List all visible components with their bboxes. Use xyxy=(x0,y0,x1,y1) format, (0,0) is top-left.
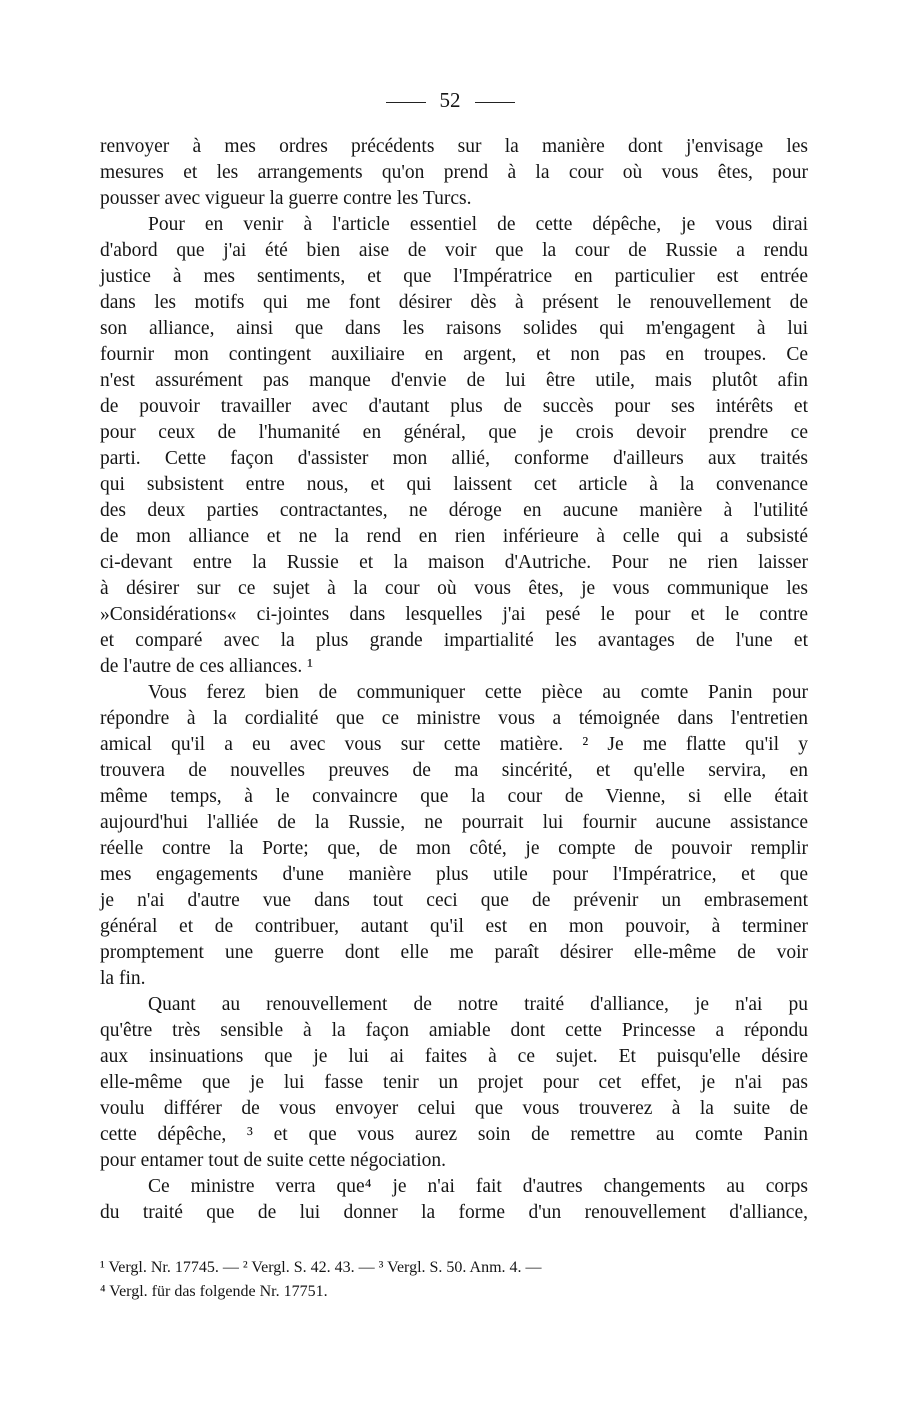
text-line: pousser avec vigueur la guerre contre les Turcs. xyxy=(100,188,472,209)
text-line: justice à mes sentiments, et que l'Impératrice en particulier est entrée xyxy=(100,266,808,287)
right-dash xyxy=(475,102,515,103)
text-line: réelle contre la Porte; que, de mon côté, je compte de pouvoir remplir xyxy=(100,838,808,859)
text-line: qui subsistent entre nous, et qui laissent cet article à la convenance xyxy=(100,474,808,495)
body-text xyxy=(100,134,808,1226)
page-number-header xyxy=(0,86,900,114)
text-line: de mon alliance et ne la rend en rien inférieure à celle qui a subsisté xyxy=(100,526,808,547)
text-line: son alliance, ainsi que dans les raisons solides qui m'engagent à lui xyxy=(100,318,808,339)
text-line: Pour en venir à l'article essentiel de cette dépêche, je vous dirai xyxy=(148,214,808,235)
text-line: renvoyer à mes ordres précédents sur la manière dont j'envisage les xyxy=(100,136,808,157)
footnote-line: ¹ Vergl. Nr. 17745. — ² Vergl. S. 42. 43. — ³ Vergl. S. 50. Anm. 4. — xyxy=(100,1259,542,1276)
text-line: aujourd'hui l'alliée de la Russie, ne pourrait lui fournir aucune assistance xyxy=(100,812,808,833)
text-line: d'abord que j'ai été bien aise de voir que la cour de Russie a rendu xyxy=(100,240,808,261)
text-line: mes engagements d'une manière plus utile pour l'Impératrice, et que xyxy=(100,864,808,885)
footnotes xyxy=(100,1256,812,1304)
text-line: voulu différer de vous envoyer celui que vous trouverez à la suite de xyxy=(100,1098,808,1119)
left-dash xyxy=(386,102,426,103)
text-line: et comparé avec la plus grande impartialité les avantages de l'une et xyxy=(100,630,808,651)
text-line: dans les motifs qui me font désirer dès à présent le renouvellement de xyxy=(100,292,808,313)
text-line: Ce ministre verra que⁴ je n'ai fait d'autres changements au corps xyxy=(148,1176,808,1197)
text-line: promptement une guerre dont elle me paraît désirer elle-même de voir xyxy=(100,942,808,963)
text-line: mesures et les arrangements qu'on prend à la cour où vous êtes, pour xyxy=(100,162,808,183)
text-line: qu'être très sensible à la façon amiable dont cette Princesse a répondu xyxy=(100,1020,808,1041)
text-line: du traité que de lui donner la forme d'un renouvellement d'alliance, xyxy=(100,1202,808,1223)
text-line: de l'autre de ces alliances. ¹ xyxy=(100,656,313,677)
text-line: n'est assurément pas manque d'envie de lui être utile, mais plutôt afin xyxy=(100,370,808,391)
text-line: parti. Cette façon d'assister mon allié, conforme d'ailleurs aux traités xyxy=(100,448,808,469)
text-line: répondre à la cordialité que ce ministre vous a témoignée dans l'entretien xyxy=(100,708,808,729)
text-line: »Considérations« ci-jointes dans lesquelles j'ai pesé le pour et le contre xyxy=(100,604,808,625)
text-line: la fin. xyxy=(100,968,146,989)
text-line: Vous ferez bien de communiquer cette pièce au comte Panin pour xyxy=(148,682,808,703)
footnote-line: ⁴ Vergl. für das folgende Nr. 17751. xyxy=(100,1283,328,1300)
text-line: elle-même que je lui fasse tenir un projet pour cet effet, je n'ai pas xyxy=(100,1072,808,1093)
text-line: général et de contribuer, autant qu'il est en mon pouvoir, à terminer xyxy=(100,916,808,937)
text-line: je n'ai d'autre vue dans tout ceci que de prévenir un embrasement xyxy=(100,890,808,911)
text-line: ci-devant entre la Russie et la maison d'Autriche. Pour ne rien laisser xyxy=(100,552,808,573)
text-line: même temps, à le convaincre que la cour de Vienne, si elle était xyxy=(100,786,808,807)
text-line: amical qu'il a eu avec vous sur cette matière. ² Je me flatte qu'il y xyxy=(100,734,808,755)
text-line: à désirer sur ce sujet à la cour où vous êtes, je vous communique les xyxy=(100,578,808,599)
text-line: des deux parties contractantes, ne déroge en aucune manière à l'utilité xyxy=(100,500,808,521)
text-line: de pouvoir travailler avec d'autant plus de succès pour ses intérêts et xyxy=(100,396,808,417)
text-line: trouvera de nouvelles preuves de ma sincérité, et qu'elle servira, en xyxy=(100,760,808,781)
text-line: cette dépêche, ³ et que vous aurez soin de remettre au comte Panin xyxy=(100,1124,808,1145)
page-number: 52 xyxy=(439,88,461,112)
text-line: Quant au renouvellement de notre traité d'alliance, je n'ai pu xyxy=(148,994,808,1015)
text-line: pour entamer tout de suite cette négociation. xyxy=(100,1150,447,1171)
text-line: aux insinuations que je lui ai faites à ce sujet. Et puisqu'elle désire xyxy=(100,1046,808,1067)
text-line: pour ceux de l'humanité en général, que je crois devoir prendre ce xyxy=(100,422,808,443)
text-line: fournir mon contingent auxiliaire en argent, et non pas en troupes. Ce xyxy=(100,344,808,365)
